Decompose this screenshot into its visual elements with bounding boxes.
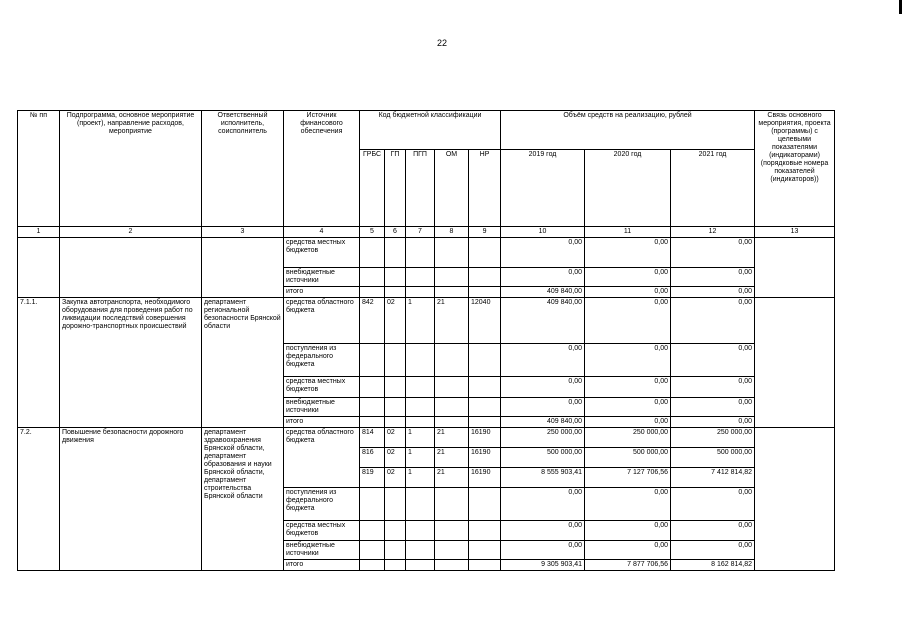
row-number: 7.1.1. [18,298,60,428]
value-2020: 0,00 [585,298,671,344]
table-row [18,298,835,344]
responsible-executor: департамент здравоохранения Брянской области, департамент образования и науки Брянской области, департамент строительства Брянской области [202,428,284,571]
edge-mark [899,0,902,14]
header-num: № пп [18,111,60,227]
value-2020: 0,00 [585,488,671,521]
header-om: ОМ [435,150,469,227]
header-responsible: Ответственный исполнитель, соисполнитель [202,111,284,227]
col-number: 4 [284,227,360,238]
col-number: 10 [501,227,585,238]
value-2020: 250 000,00 [585,428,671,448]
source-regional: средства областного бюджета [284,298,360,344]
cell-empty [202,238,284,298]
col-number: 7 [406,227,435,238]
col-number: 3 [202,227,284,238]
code-nr: 16190 [469,468,501,488]
value-2019: 0,00 [501,398,585,417]
responsible-executor: департамент региональной безопасности Брянской области [202,298,284,428]
header-subprogram: Подпрограмма, основное мероприятие (проект), направление расходов, мероприятие [60,111,202,227]
row-number: 7.2. [18,428,60,571]
value-2021: 0,00 [671,298,755,344]
source-federal: поступления из федерального бюджета [284,488,360,521]
col-number: 1 [18,227,60,238]
source-total: итого [284,287,360,298]
code-grbs: 842 [360,298,385,344]
header-2021: 2021 год [671,150,755,227]
col-number: 12 [671,227,755,238]
col-number: 11 [585,227,671,238]
code-grbs: 819 [360,468,385,488]
value-2019: 0,00 [501,268,585,287]
value-2019: 0,00 [501,541,585,560]
col-number: 8 [435,227,469,238]
code-grbs: 814 [360,428,385,448]
cell-empty [755,428,835,571]
activity-name: Повышение безопасности дорожного движения [60,428,202,571]
source-federal: поступления из федерального бюджета [284,344,360,377]
cell-empty [755,298,835,428]
value-2019: 250 000,00 [501,428,585,448]
code-om: 21 [435,468,469,488]
value-2021: 0,00 [671,268,755,287]
value-2020: 0,00 [585,344,671,377]
source-extra: внебюджетные источники [284,398,360,417]
code-gp: 02 [385,468,406,488]
code-gp: 02 [385,448,406,468]
header-nr: НР [469,150,501,227]
page-number: 22 [437,38,448,48]
activity-name: Закупка автотранспорта, необходимого оборудования для проведения работ по ликвидации последствий совершения дорожно-транспортных происшествий [60,298,202,428]
source-extra: внебюджетные источники [284,268,360,287]
header-link: Связь основного мероприятия, проекта (программы) с целевыми показателями (индикаторами) (порядковые номера показателей (индикаторов)) [755,111,835,227]
code-grbs: 816 [360,448,385,468]
code-gp: 02 [385,298,406,344]
value-2021: 0,00 [671,541,755,560]
budget-table [17,110,835,571]
total-2021: 0,00 [671,417,755,428]
source-extra: внебюджетные источники [284,541,360,560]
col-number: 6 [385,227,406,238]
code-pgp: 1 [406,448,435,468]
header-grbs: ГРБС [360,150,385,227]
value-2019: 0,00 [501,377,585,398]
code-nr: 16190 [469,428,501,448]
value-2020: 0,00 [585,398,671,417]
total-2020: 0,00 [585,287,671,298]
source-local: средства местных бюджетов [284,521,360,541]
value-2020: 0,00 [585,268,671,287]
value-2019: 0,00 [501,521,585,541]
code-nr: 16190 [469,448,501,468]
value-2021: 7 412 814,82 [671,468,755,488]
total-2019: 409 840,00 [501,287,585,298]
value-2020: 500 000,00 [585,448,671,468]
source-local: средства местных бюджетов [284,238,360,268]
code-om: 21 [435,428,469,448]
table-row [18,238,835,268]
value-2019: 8 555 903,41 [501,468,585,488]
header-gp: ГП [385,150,406,227]
value-2021: 0,00 [671,398,755,417]
col-number: 9 [469,227,501,238]
source-regional: средства областного бюджета [284,428,360,488]
total-2020: 7 877 706,56 [585,560,671,571]
value-2019: 0,00 [501,488,585,521]
code-gp: 02 [385,428,406,448]
header-source: Источник финансового обеспечения [284,111,360,227]
value-2019: 409 840,00 [501,298,585,344]
col-number: 13 [755,227,835,238]
header-pgp: ПГП [406,150,435,227]
cell-empty [60,238,202,298]
total-2021: 0,00 [671,287,755,298]
code-om: 21 [435,298,469,344]
source-total: итого [284,560,360,571]
col-number: 2 [60,227,202,238]
value-2019: 500 000,00 [501,448,585,468]
table-row [18,428,835,448]
code-pgp: 1 [406,468,435,488]
value-2021: 250 000,00 [671,428,755,448]
value-2020: 7 127 706,56 [585,468,671,488]
col-number: 5 [360,227,385,238]
value-2020: 0,00 [585,541,671,560]
cell-empty [18,238,60,298]
value-2021: 500 000,00 [671,448,755,468]
value-2021: 0,00 [671,488,755,521]
code-pgp: 1 [406,428,435,448]
total-2021: 8 162 814,82 [671,560,755,571]
total-2020: 0,00 [585,417,671,428]
cell-empty [755,238,835,298]
value-2020: 0,00 [585,521,671,541]
header-2019: 2019 год [501,150,585,227]
value-2021: 0,00 [671,377,755,398]
total-2019: 409 840,00 [501,417,585,428]
header-volume: Объём средств на реализацию, рублей [501,111,755,150]
header-2020: 2020 год [585,150,671,227]
total-2019: 9 305 903,41 [501,560,585,571]
value-2019: 0,00 [501,238,585,268]
value-2019: 0,00 [501,344,585,377]
code-om: 21 [435,448,469,468]
value-2020: 0,00 [585,238,671,268]
source-total: итого [284,417,360,428]
code-pgp: 1 [406,298,435,344]
value-2020: 0,00 [585,377,671,398]
source-local: средства местных бюджетов [284,377,360,398]
value-2021: 0,00 [671,344,755,377]
header-budget-code: Код бюджетной классификации [360,111,501,150]
code-nr: 12040 [469,298,501,344]
value-2021: 0,00 [671,521,755,541]
value-2021: 0,00 [671,238,755,268]
